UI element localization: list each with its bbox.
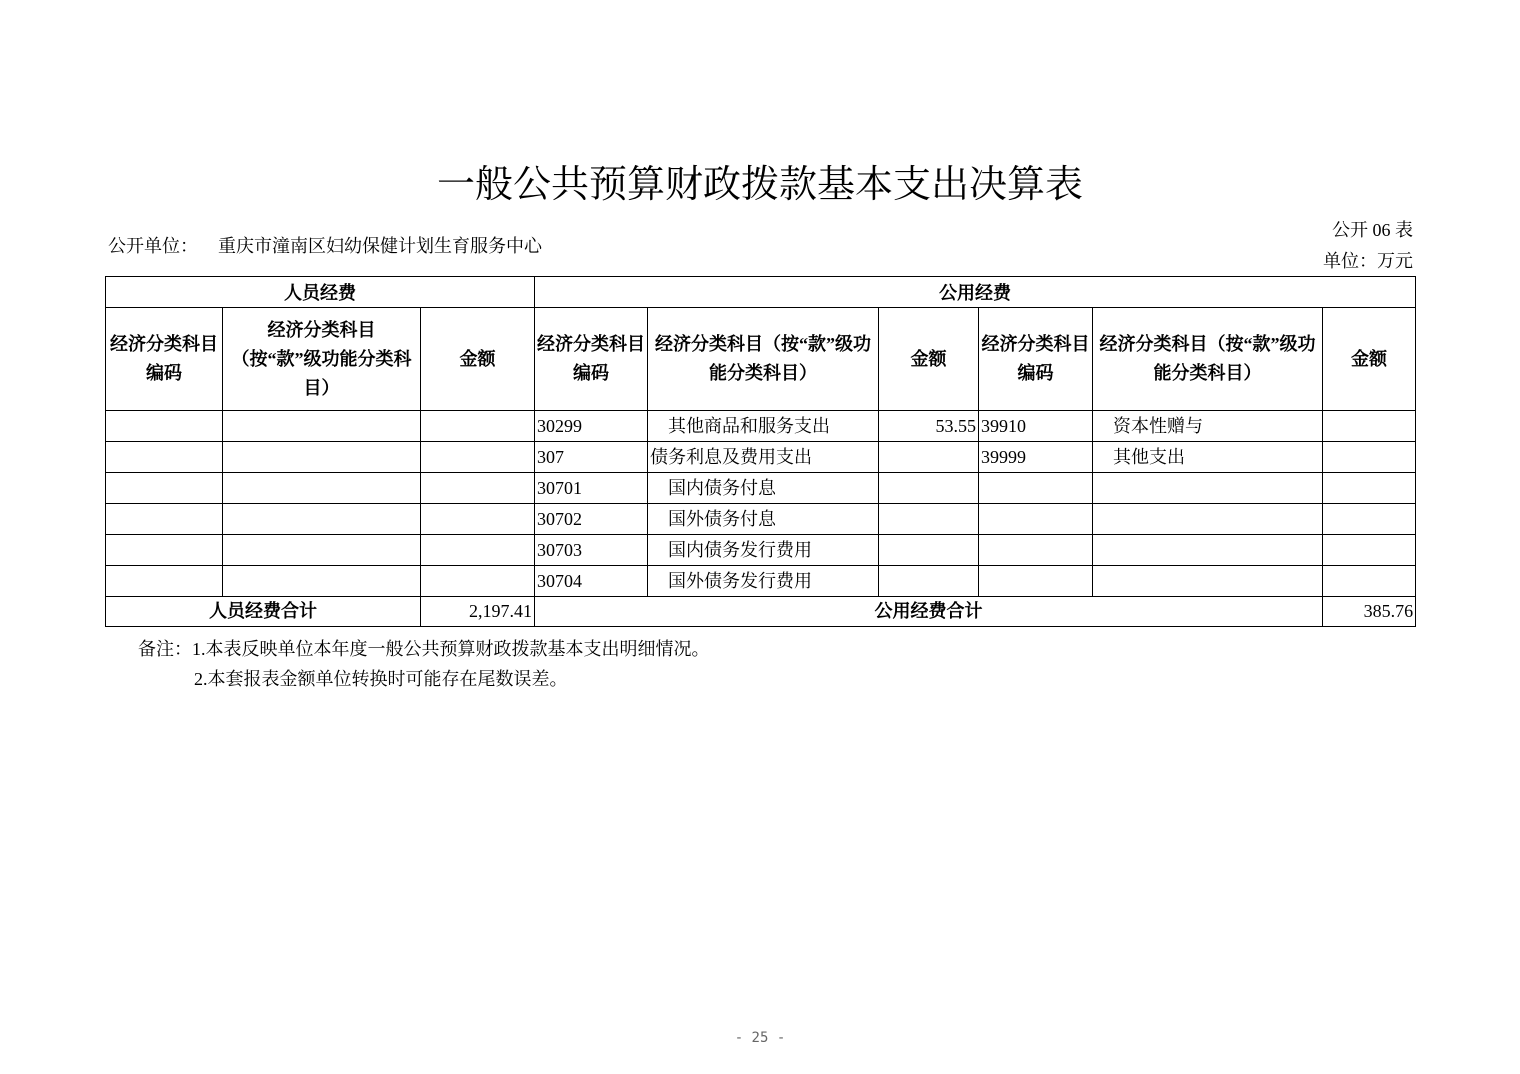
personnel-code-cell xyxy=(106,442,223,473)
public-name-cell xyxy=(1093,473,1323,504)
personnel-amount-cell xyxy=(421,504,535,535)
personnel-code-cell xyxy=(106,504,223,535)
group-header-public: 公用经费 xyxy=(535,277,1416,308)
public-name-cell xyxy=(1093,566,1323,597)
public-code-cell: 30701 xyxy=(535,473,648,504)
page-title: 一般公共预算财政拨款基本支出决算表 xyxy=(436,164,1083,206)
personnel-name-cell xyxy=(223,535,421,566)
public-name-cell: 国内债务发行费用 xyxy=(648,535,879,566)
public-total-value: 385.76 xyxy=(1323,597,1416,627)
public-code-cell: 30704 xyxy=(535,566,648,597)
public-name-cell xyxy=(1093,504,1323,535)
public-code-cell xyxy=(979,473,1093,504)
public-name-cell: 国外债务发行费用 xyxy=(648,566,879,597)
personnel-name-cell xyxy=(223,442,421,473)
public-name-cell: 其他商品和服务支出 xyxy=(648,411,879,442)
reporting-unit xyxy=(108,233,542,259)
expenditure-table xyxy=(105,276,1416,627)
public-amount-cell xyxy=(879,473,979,504)
public-name-cell: 资本性赠与 xyxy=(1093,411,1323,442)
col-header-code: 经济分类科目编码 xyxy=(106,308,223,411)
public-code-cell: 39999 xyxy=(979,442,1093,473)
public-name-cell: 其他支出 xyxy=(1093,442,1323,473)
column-header-row xyxy=(106,308,1416,411)
personnel-total-value: 2,197.41 xyxy=(421,597,535,627)
notes xyxy=(138,634,710,694)
page-number: - 25 - xyxy=(734,1030,786,1046)
personnel-name-cell xyxy=(223,566,421,597)
money-unit: 单位：万元 xyxy=(1323,251,1413,271)
table-row xyxy=(106,566,1416,597)
public-total-label: 公用经费合计 xyxy=(535,597,1323,627)
col-header-name: 经济分类科目（按“款”级功能分类科目） xyxy=(1093,308,1323,411)
public-code-cell: 30703 xyxy=(535,535,648,566)
public-code-cell: 307 xyxy=(535,442,648,473)
table-row xyxy=(106,535,1416,566)
table-row xyxy=(106,473,1416,504)
note-1: 备注：1.本表反映单位本年度一般公共预算财政拨款基本支出明细情况。 xyxy=(138,639,710,659)
group-header-row xyxy=(106,277,1416,308)
public-amount-cell xyxy=(1323,473,1416,504)
public-amount-cell xyxy=(879,535,979,566)
personnel-name-cell xyxy=(223,411,421,442)
public-name-cell: 国内债务付息 xyxy=(648,473,879,504)
col-header-code: 经济分类科目编码 xyxy=(535,308,648,411)
personnel-code-cell xyxy=(106,566,223,597)
public-code-cell: 30299 xyxy=(535,411,648,442)
col-header-amount: 金额 xyxy=(421,308,535,411)
personnel-name-cell xyxy=(223,473,421,504)
col-header-name: 经济分类科目（按“款”级功能分类科目） xyxy=(223,308,421,411)
totals-row xyxy=(106,597,1416,627)
col-header-name: 经济分类科目（按“款”级功能分类科目） xyxy=(648,308,879,411)
public-amount-cell xyxy=(879,504,979,535)
col-header-code: 经济分类科目编码 xyxy=(979,308,1093,411)
public-name-cell: 国外债务付息 xyxy=(648,504,879,535)
form-number: 公开 06 表 xyxy=(1332,220,1413,240)
group-header-personnel: 人员经费 xyxy=(106,277,535,308)
public-name-cell: 债务利息及费用支出 xyxy=(648,442,879,473)
table-row xyxy=(106,411,1416,442)
personnel-name-cell xyxy=(223,504,421,535)
note-2: 2.本套报表金额单位转换时可能存在尾数误差。 xyxy=(194,669,568,689)
table-row xyxy=(106,442,1416,473)
personnel-amount-cell xyxy=(421,411,535,442)
personnel-total-label: 人员经费合计 xyxy=(106,597,421,627)
public-code-cell: 39910 xyxy=(979,411,1093,442)
public-amount-cell: 53.55 xyxy=(879,411,979,442)
personnel-amount-cell xyxy=(421,473,535,504)
public-amount-cell xyxy=(879,566,979,597)
personnel-code-cell xyxy=(106,411,223,442)
col-header-amount: 金额 xyxy=(1323,308,1416,411)
table-row xyxy=(106,504,1416,535)
public-amount-cell xyxy=(879,442,979,473)
unit-label: 公开单位： xyxy=(108,236,198,256)
public-amount-cell xyxy=(1323,535,1416,566)
public-name-cell xyxy=(1093,535,1323,566)
personnel-amount-cell xyxy=(421,535,535,566)
public-code-cell xyxy=(979,535,1093,566)
public-code-cell xyxy=(979,566,1093,597)
public-amount-cell xyxy=(1323,566,1416,597)
public-amount-cell xyxy=(1323,411,1416,442)
unit-name: 重庆市潼南区妇幼保健计划生育服务中心 xyxy=(218,236,542,256)
personnel-code-cell xyxy=(106,535,223,566)
public-amount-cell xyxy=(1323,442,1416,473)
public-code-cell xyxy=(979,504,1093,535)
col-header-amount: 金额 xyxy=(879,308,979,411)
public-code-cell: 30702 xyxy=(535,504,648,535)
personnel-amount-cell xyxy=(421,442,535,473)
personnel-amount-cell xyxy=(421,566,535,597)
public-amount-cell xyxy=(1323,504,1416,535)
personnel-code-cell xyxy=(106,473,223,504)
